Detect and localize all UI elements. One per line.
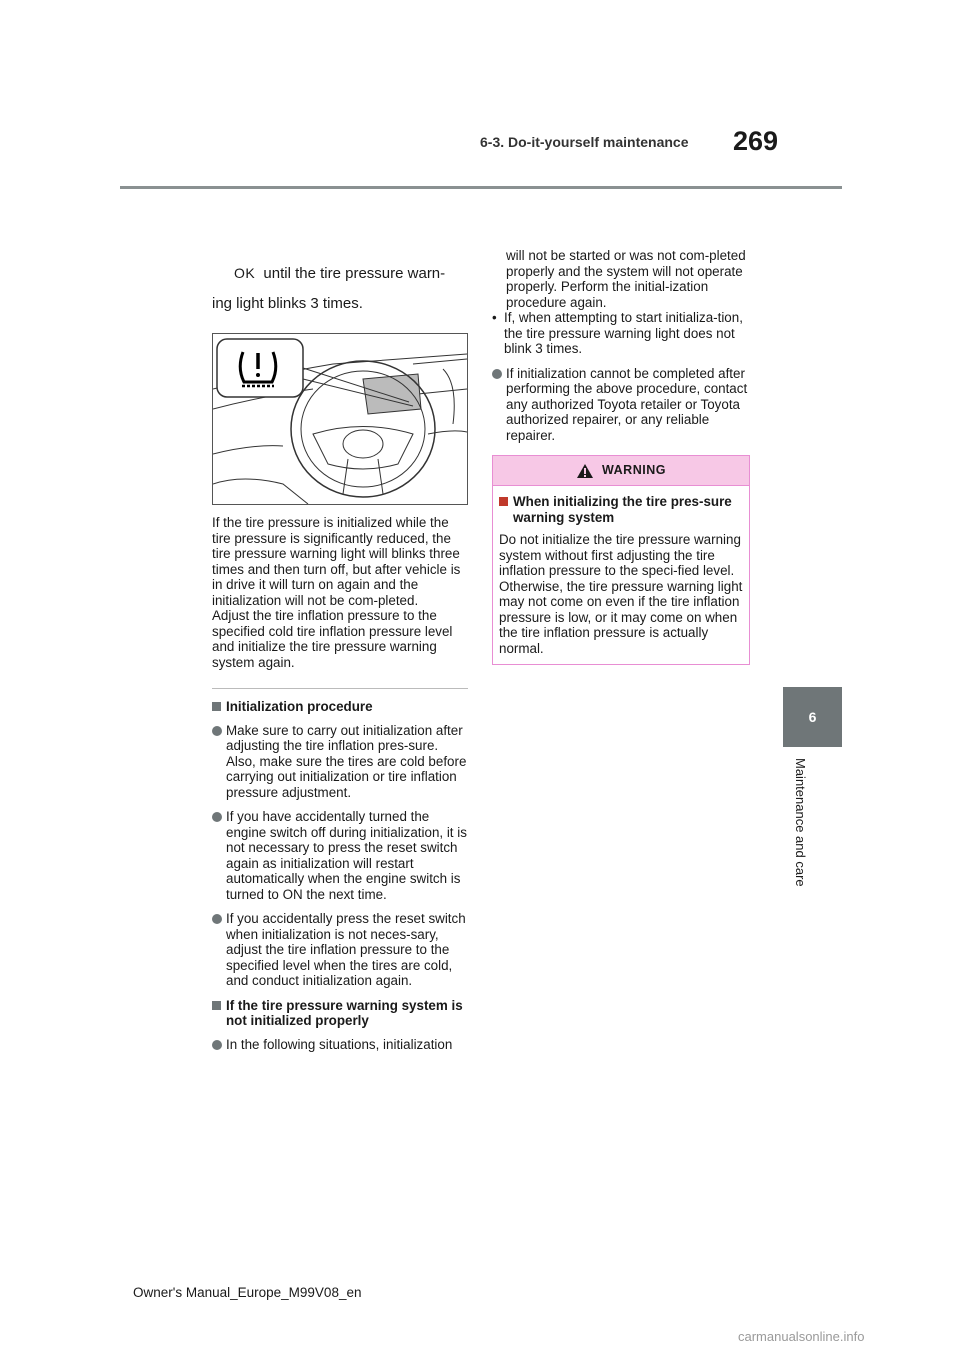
note-paragraph-2: Adjust the tire inflation pressure to the specified cold tire inflation pressure level and initialize the tire pressure warning system again. xyxy=(212,608,453,670)
list-item: If initialization cannot be completed after performing the above procedure, contact any authorized Toyota retailer or Toyota authorized repairer, or any reliable repairer. xyxy=(492,366,750,444)
left-column xyxy=(212,258,468,1061)
warning-label: WARNING xyxy=(602,462,666,477)
round-bullet-icon xyxy=(492,369,502,379)
square-bullet-icon xyxy=(499,497,508,506)
warning-body-text: Do not initialize the tire pressure warning system without first adjusting the tire inflation pressure to the speci-fied level. Otherwise, the tire pressure warning light may not come on even if the tire inflation pressure is low, or it may come on when the tire inflation pressure is actually normal. xyxy=(499,532,743,656)
list-item: Make sure to carry out initialization after adjusting the tire inflation pres-sure. Also, make sure the tires are cold before carrying out initialization or tire inflation pressure adjustment. xyxy=(212,723,468,801)
not-initialized-heading: If the tire pressure warning system is not initialized properly xyxy=(212,998,468,1029)
initialization-procedure-heading: Initialization procedure xyxy=(212,699,468,715)
round-bullet-icon xyxy=(212,726,222,736)
list-item: If you have accidentally turned the engine switch off during initialization, it is not necessary to press the reset switch again as initialization will restart automatically when the engine switch is turned to ON the next time. xyxy=(212,809,468,902)
warning-box xyxy=(492,455,750,665)
chapter-title: Maintenance and care xyxy=(793,758,808,887)
dash-item: • If, when attempting to start initializa-tion, the tire pressure warning light does not blink 3 times. xyxy=(492,310,743,356)
round-bullet-icon xyxy=(212,1040,222,1050)
list-item: If you accidentally press the reset switch when initialization is not neces-sary, adjust the tire inflation pressure to the specified level when the tires are cold, and conduct initialization again. xyxy=(212,911,468,989)
bullet-continuation: will not be started or was not com-pleted properly and the system will not operate properly. Perform the initial-ization procedure again. xyxy=(506,248,746,310)
round-bullet-icon xyxy=(212,812,222,822)
note-paragraph: If the tire pressure is initialized while the tire pressure is significantly reduced, the tire pressure warning light will blinks three times and then turn off, but after vehicle is in drive it will turn on again and the initialization will not be com-pleted. xyxy=(212,515,461,608)
step-text-line1: until the tire pressure warn- xyxy=(263,265,446,282)
footer-manual-id: Owner's Manual_Europe_M99V08_en xyxy=(133,1285,362,1300)
ok-key-label: OK xyxy=(234,265,256,281)
watermark: carmanualsonline.info xyxy=(738,1329,865,1344)
header-rule xyxy=(120,186,842,189)
square-bullet-icon xyxy=(212,702,221,711)
square-bullet-icon xyxy=(212,1001,221,1010)
chapter-tab[interactable]: 6 xyxy=(783,687,842,747)
section-title: 6-3. Do-it-yourself maintenance xyxy=(480,134,689,150)
page-number: 269 xyxy=(733,126,779,156)
round-bullet-icon xyxy=(212,914,222,924)
step-text-line2: ing light blinks 3 times. xyxy=(212,295,363,312)
dashboard-illustration xyxy=(212,333,468,505)
warning-title: When initializing the tire pres-sure warning system xyxy=(499,494,743,525)
section-divider xyxy=(212,688,468,689)
warning-header xyxy=(493,456,749,486)
step-continuation xyxy=(212,258,468,319)
right-column xyxy=(492,248,750,665)
warning-triangle-icon xyxy=(576,463,594,479)
list-item: In the following situations, initialization xyxy=(212,1037,468,1053)
